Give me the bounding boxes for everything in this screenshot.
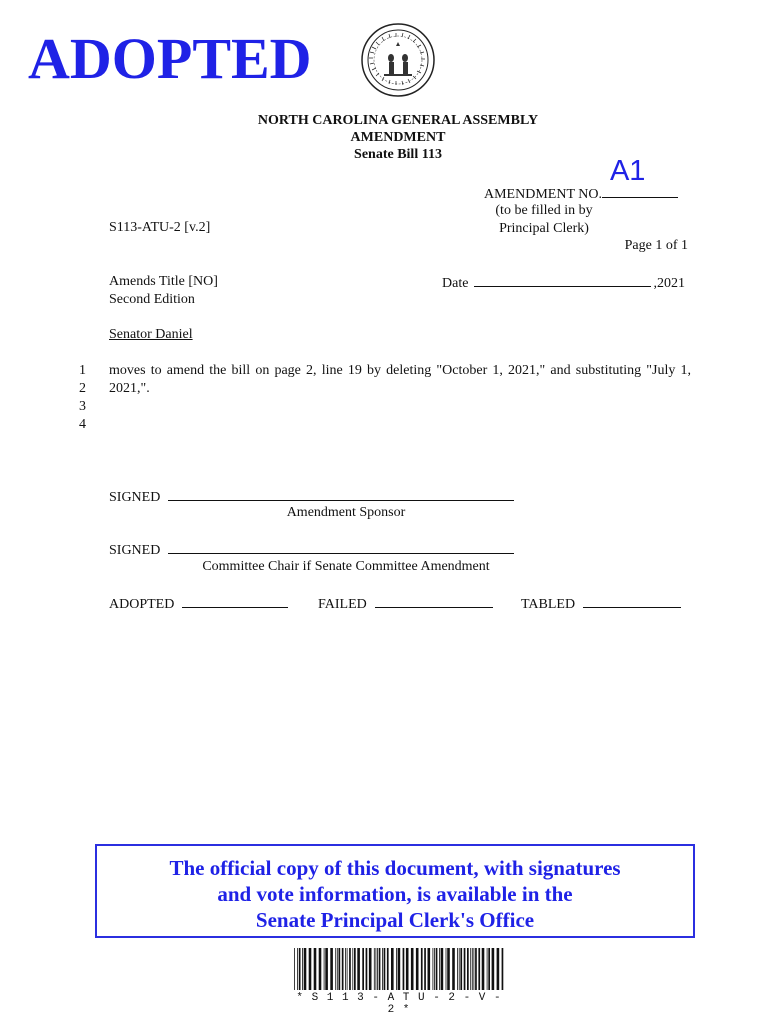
nc-state-seal-icon [360,22,436,98]
vote-tabled [521,594,681,613]
barcode-bar [330,948,333,990]
document-header [0,112,770,163]
notice-line-3: Senate Principal Clerk's Office [255,908,535,932]
document-barcode [294,948,504,990]
sponsor-name: Senator Daniel [109,327,193,342]
date-blank [474,273,651,287]
barcode-bar [304,948,307,990]
barcode-bar [439,948,440,990]
page-count: Page 1 of 1 [624,238,688,253]
barcode-bar [379,948,381,990]
barcode-bar [299,948,301,990]
edition: Second Edition [109,292,195,307]
line-numbers [74,362,86,434]
barcode-bar [446,948,447,990]
tabled-line [583,594,681,608]
barcode-bar [421,948,423,990]
barcode-text: * S 1 1 3 - A T U - 2 - V - 2 * [296,992,502,1016]
barcode-bar [475,948,477,990]
failed-label: FAILED [318,597,367,612]
barcode-bar [487,948,488,990]
signed-label: SIGNED [109,490,161,505]
adopted-line [182,594,288,608]
amendment-number-label: AMENDMENT NO. [484,187,602,202]
barcode-bar [472,948,473,990]
barcode-bar [416,948,419,990]
sponsor-caption: Amendment Sponsor [286,505,406,520]
amendment-number-line [602,155,678,198]
barcode-bar [478,948,480,990]
barcode-bar [482,948,485,990]
barcode-bar [424,948,426,990]
title-info [109,273,218,309]
barcode-bar [396,948,397,990]
barcode-bar [441,948,444,990]
barcode-bar [433,948,434,990]
chair-caption: Committee Chair if Senate Committee Amendment [202,559,490,574]
barcode-bar [436,948,438,990]
barcode-bar [497,948,500,990]
amends-title: Amends Title [NO] [109,274,218,289]
tabled-label: TABLED [521,597,576,612]
adopted-label: ADOPTED [109,597,175,612]
clerk-note [484,202,604,238]
adopted-stamp: ADOPTED [28,26,312,91]
barcode-bar [452,948,455,990]
barcode-bar [406,948,409,990]
barcode-bar [377,948,378,990]
barcode-bar [349,948,351,990]
barcode-bar [384,948,386,990]
barcode-bar [342,948,344,990]
clerk-note-line-1: (to be filled in by [495,203,593,218]
barcode-bar [391,948,394,990]
barcode-bar [411,948,414,990]
barcode-bar [403,948,405,990]
barcode-bar [345,948,346,990]
barcode-bar [369,948,372,990]
bill-identifier: S113-ATU-2 [v.2] [109,220,211,235]
barcode-bar [470,948,471,990]
barcode-bar [325,948,328,990]
chair-signature [109,540,514,559]
barcode-bar [398,948,401,990]
vote-adopted [109,594,288,613]
clerk-note-line-2: Principal Clerk) [499,221,589,236]
document-type: AMENDMENT [350,130,446,145]
barcode-bar [428,948,431,990]
barcode-bar [464,948,466,990]
barcode-bar [354,948,356,990]
amendment-number-value: A1 [609,155,646,187]
failed-line [375,594,493,608]
barcode-bar [324,948,325,990]
date-field [442,273,685,292]
barcode-bar [352,948,353,990]
line-number: 2 [79,381,86,396]
official-copy-notice [95,844,695,938]
barcode-bar [474,948,475,990]
notice-line-2: and vote information, is available in the [217,882,573,906]
barcode-bar [502,948,504,990]
assembly-title: NORTH CAROLINA GENERAL ASSEMBLY [257,113,539,128]
barcode-bar [314,948,317,990]
barcode-bar [339,948,341,990]
barcode-bar [492,948,495,990]
barcode-bar [488,948,490,990]
barcode-bar [294,948,295,990]
signature-line [168,540,514,554]
sponsor-signature [109,487,514,506]
barcode-bar [459,948,460,990]
barcode-bar [357,948,360,990]
line-number: 3 [79,399,86,414]
date-label: Date [442,276,469,291]
barcode-bar [366,948,368,990]
barcode-bar [302,948,303,990]
line-number: 1 [79,363,86,378]
vote-failed [318,594,493,613]
notice-line-1: The official copy of this document, with signatures [169,856,621,880]
barcode-bar [467,948,469,990]
barcode-bar [319,948,322,990]
barcode-bar [460,948,462,990]
barcode-bar [309,948,312,990]
barcode-bar [434,948,435,990]
signed-label: SIGNED [109,543,161,558]
signature-line [168,487,514,501]
barcode-bar [447,948,450,990]
line-number: 4 [79,417,86,432]
date-year: ,2021 [653,276,685,291]
amendment-number-field [484,155,678,203]
barcode-bar [297,948,298,990]
barcode-bar [337,948,338,990]
barcode-bar [457,948,458,990]
barcode-bar [382,948,383,990]
barcode-bar [374,948,375,990]
barcode-bar [335,948,336,990]
barcode-bar [376,948,377,990]
barcode-bar [347,948,348,990]
amendment-body: moves to amend the bill on page 2, line 19 by deleting "October 1, 2021," and substituting "July 1, 2021,". [109,363,691,396]
bill-name: Senate Bill 113 [354,147,442,162]
barcode-bar [387,948,389,990]
barcode-bar [362,948,364,990]
